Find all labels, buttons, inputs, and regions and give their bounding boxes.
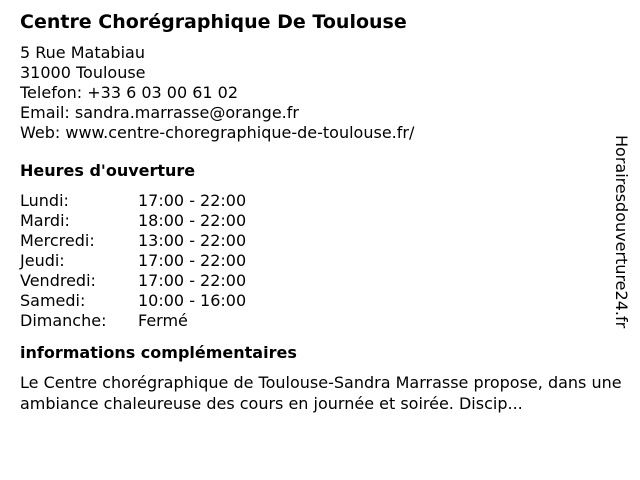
hours-row-tuesday (20, 211, 620, 231)
hours-time: 10:00 - 16:00 (138, 291, 247, 310)
address-city: 31000 Toulouse (20, 63, 146, 82)
hours-day: Mardi: (20, 211, 70, 230)
hours-row-monday (20, 191, 620, 211)
hours-time: 17:00 - 22:00 (138, 271, 247, 290)
hours-day: Lundi: (20, 191, 69, 210)
web-line: Web: www.centre-choregraphique-de-toulouse.fr/ (20, 123, 415, 142)
contact-block (20, 43, 620, 143)
brand-watermark: Horairesdouverture24.fr (612, 135, 631, 329)
hours-row-saturday (20, 291, 620, 311)
hours-row-friday (20, 271, 620, 291)
info-description: Le Centre chorégraphique de Toulouse-Sandra Marrasse propose, dans une ambiance chaleureuse des cours en journée et soirée. Discip... (20, 373, 622, 413)
phone-line: Telefon: +33 6 03 00 61 02 (20, 83, 239, 102)
hours-time: 18:00 - 22:00 (138, 211, 247, 230)
hours-day: Samedi: (20, 291, 86, 310)
hours-day: Mercredi: (20, 231, 95, 250)
hours-heading: Heures d'ouverture (20, 161, 196, 180)
hours-table (20, 191, 620, 331)
hours-time: Fermé (138, 311, 188, 330)
hours-day: Vendredi: (20, 271, 96, 290)
hours-day: Jeudi: (20, 251, 65, 270)
business-name: Centre Chorégraphique De Toulouse (20, 11, 407, 33)
hours-row-thursday (20, 251, 620, 271)
hours-day: Dimanche: (20, 311, 107, 330)
email-line: Email: sandra.marrasse@orange.fr (20, 103, 299, 122)
address-street: 5 Rue Matabiau (20, 43, 145, 62)
hours-time: 17:00 - 22:00 (138, 251, 247, 270)
hours-row-wednesday (20, 231, 620, 251)
hours-time: 13:00 - 22:00 (138, 231, 247, 250)
hours-time: 17:00 - 22:00 (138, 191, 247, 210)
info-heading: informations complémentaires (20, 343, 297, 362)
business-card (20, 10, 620, 414)
hours-row-sunday (20, 311, 620, 331)
